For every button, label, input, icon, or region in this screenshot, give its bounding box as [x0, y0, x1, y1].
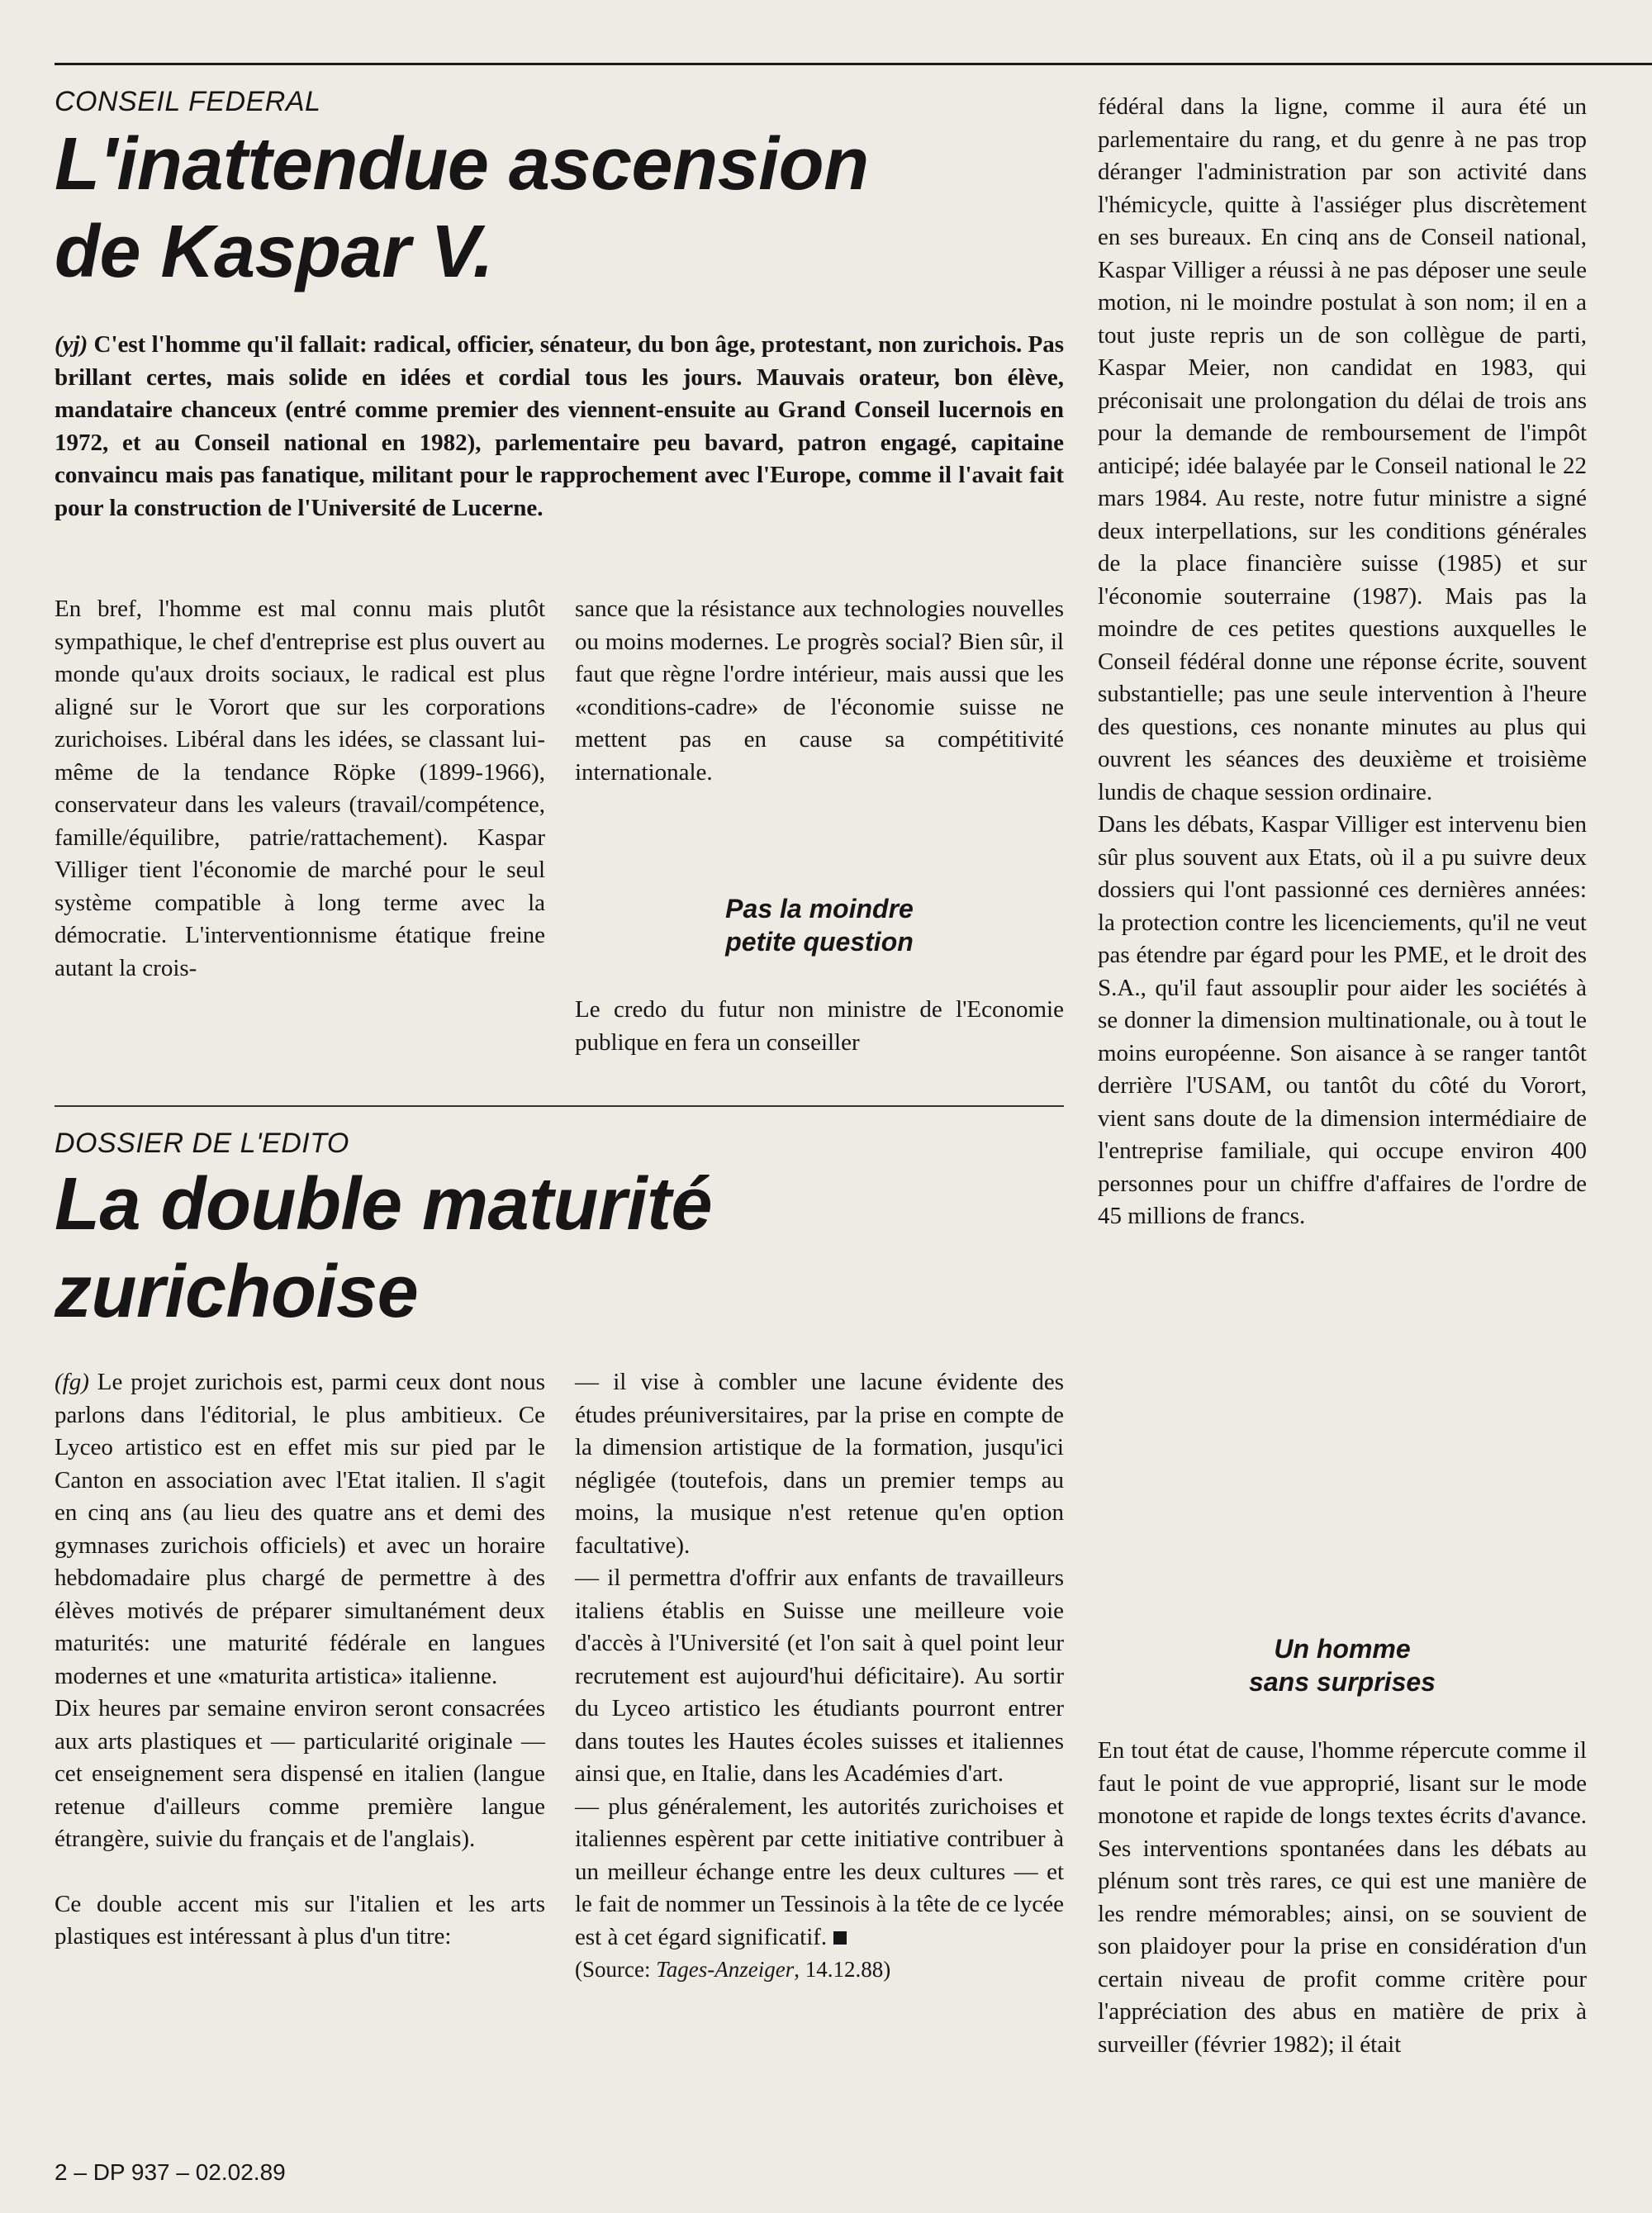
article1-col2b-text: Le credo du futur non ministre de l'Economie publique en fera un conseiller — [575, 996, 1064, 1056]
article1-lede — [55, 329, 1064, 525]
article1-subhead-1 — [575, 892, 1064, 958]
article1-subhead1-line1: Pas la moindre — [725, 894, 914, 924]
article1-column-3b — [1098, 1735, 1587, 2061]
article2-author: (fg) — [55, 1369, 89, 1395]
article1-title-line1: L'inattendue ascension — [55, 123, 869, 206]
article2-col2-para3 — [575, 1791, 1064, 1954]
article1-column-1 — [55, 593, 545, 985]
article1-title — [55, 121, 869, 296]
source-name: Tages-Anzeiger — [656, 1957, 795, 1982]
article1-col1-text: En bref, l'homme est mal connu mais plutôt sympathique, le chef d'entreprise est plus ouvert au monde qu'aux droits sociaux, le radical est plus aligné sur le Vorort que sur les corporations zurichoises. Libéral dans les idées, se classant lui-même de la tendance Röpke (1899-1966), conservateur dans les valeurs (travail/compétence, famille/équilibre, patrie/rattachement). Kaspar Villiger tient l'économie de marché pour le seul système compatible à long terme avec la démocratie. L'interventionnisme étatique freine autant la crois- — [55, 596, 545, 981]
article1-title-line2: de Kaspar V. — [55, 211, 493, 293]
source-prefix: (Source: — [575, 1957, 657, 1982]
article2-col2-para2: — il permettra d'offrir aux enfants de travailleurs italiens établis en Suisse une meilleure voie d'accès à l'Université (et l'on sait à quel point leur recrutement est aujourd'hui déficitaire). Au sortir du Lyceo artistico les étudiants pourront entrer dans toutes les Hautes écoles suisses et italiennes ainsi que, en Italie, dans les Académies d'art. — [575, 1565, 1064, 1787]
article1-subhead2-line2: sans surprises — [1249, 1667, 1436, 1697]
article1-lede-text: C'est l'homme qu'il fallait: radical, officier, sénateur, du bon âge, protestant, non zurichois. Pas brillant certes, mais solide en idées et cordial tous les jours. Mauvais orateur, bon élève, mandataire chanceux (entré comme premier des viennent-ensuite au Grand Conseil lucernois en 1972, et au Conseil national en 1982), parlementaire peu bavard, patron engagé, capitaine convaincu mais pas fanatique, militant pour le rapprochement avec l'Europe, comme il l'avait fait pour la construction de l'Université de Lucerne. — [55, 331, 1064, 521]
article1-col2-text: sance que la résistance aux technologies nouvelles ou moins modernes. Le progrès social? Bien sûr, il faut que règne l'ordre intérieur, mais aussi que les «conditions-cadre» de l'économie suisse ne mettent pas en cause sa compétitivité internationale. — [575, 596, 1064, 786]
article1-subhead2-line1: Un homme — [1274, 1634, 1411, 1664]
article2-title-line1: La double maturité — [55, 1163, 713, 1246]
article1-column-2 — [575, 593, 1064, 789]
article2-column-2 — [575, 1366, 1064, 1987]
article2-col1-para2: Dix heures par semaine environ seront consacrées aux arts plastiques et — particularité originale — cet enseignement sera dispensé en italien (langue retenue d'ailleurs comme première langue étrangère, suivie du français et de l'anglais). — [55, 1695, 545, 1852]
article1-lede-author: (yj) — [55, 331, 88, 358]
article1-subhead1-line2: petite question — [725, 927, 914, 957]
article2-col1-para1 — [55, 1366, 545, 1693]
top-rule — [55, 63, 1652, 65]
page-folio: 2 – DP 937 – 02.02.89 — [55, 2159, 286, 2185]
article1-kicker: CONSEIL FEDERAL — [55, 86, 321, 117]
article2-col2-para1: — il vise à combler une lacune évidente des études préuniversitaires, par la prise en compte de la dimension artistique de la formation, jusqu'ici négligée (toutefois, dans un premier temps au moins, la musique n'est retenue qu'en option facultative). — [575, 1369, 1064, 1559]
end-of-article-square-icon — [833, 1931, 847, 1945]
article2-col2-para3-text: — plus généralement, les autorités zurichoises et italiennes espèrent par cette initiative contribuer à un meilleur échange entre les deux cultures — et le fait de nommer un Tessinois à la tête de ce lycée est à cet égard significatif. — [575, 1793, 1064, 1950]
article2-col1-para1-text: Le projet zurichois est, parmi ceux dont nous parlons dans l'éditorial, le plus ambitieux. Ce Lyceo artistico est en effet mis sur pied par le Canton en association avec l'Etat italien. Il s'agit en cinq ans (au lieu des quatre ans et demi des gymnases zurichois officiels) et avec un horaire hebdomadaire plus chargé de permettre à des élèves motivés de préparer simultanément deux maturités: une maturité fédérale en langues modernes et une «maturita artistica» italienne. — [55, 1369, 545, 1689]
article1-column-3 — [1098, 91, 1587, 1233]
article1-col3-para2: Dans les débats, Kaspar Villiger est intervenu bien sûr plus souvent aux Etats, où il a pu suivre deux dossiers qui l'ont passionné ces dernières années: la protection contre les licenciements, qu'il ne veut pas étendre par égard pour les PME, et le droit des S.A., qu'il faut assouplir pour aider les sociétés à se donner la dimension multinationale, ou à tout le moins européenne. Son aisance à se ranger tantôt derrière l'USAM, ou tantôt du côté du Vorort, vient sans doute de la dimension intermédiaire de l'entreprise familiale, qui occupe environ 400 personnes pour un chiffre d'affaires de l'ordre de 45 millions de francs. — [1098, 811, 1587, 1229]
article1-col3-para1: fédéral dans la ligne, comme il aura été un parlementaire du rang, et du genre à ne pas trop déranger l'administration par son activité dans l'hémicycle, quitte à l'assiéger plus discrètement en ses bureaux. En cinq ans de Conseil national, Kaspar Villiger a réussi à ne pas déposer une seule motion, ni le moindre postulat à son nom; il en a tout juste repris un de son collègue de parti, Kaspar Meier, non candidat en 1983, qui préconisait une prolongation du délai de trois ans pour la demande de remboursement de l'impôt anticipé; idée balayée par le Conseil national le 22 mars 1984. Au reste, notre futur ministre a signé deux interpellations, sur les conditions générales de la place financière suisse (1985) et sur l'économie souterraine (1987). Mais pas la moindre de ces petites questions auxquelles le Conseil fédéral donne une réponse écrite, souvent substantielle; pas une seule intervention à l'heure des questions, ces nonante minutes au plus qui ouvrent les séances des deuxième et troisième lundis de chaque session ordinaire. — [1098, 93, 1587, 805]
article2-kicker: DOSSIER DE L'EDITO — [55, 1128, 349, 1159]
article1-column-2b — [575, 994, 1064, 1059]
article1-subhead-2 — [1098, 1632, 1587, 1698]
article2-title-line2: zurichoise — [55, 1251, 419, 1333]
article1-col3-para3: En tout état de cause, l'homme répercute comme il faut le point de vue approprié, lisant sur le mode monotone et rapide de longs textes écrits d'avance. Ses interventions spontanées dans les débats au plénum sont très rares, ce qui est une manière de les rendre mémorables; ainsi, on se souvient de son plaidoyer pour la prise en considération d'un certain niveau de profit comme critère pour l'appréciation des abus en matière de prix à surveiller (février 1982); il était — [1098, 1737, 1587, 2058]
source-suffix: , 14.12.88) — [794, 1957, 891, 1982]
article2-col1-para3: Ce double accent mis sur l'italien et les arts plastiques est intéressant à plus d'un titre: — [55, 1890, 545, 1949]
article2-title — [55, 1161, 712, 1336]
article2-source — [575, 1954, 1064, 1987]
section-divider — [55, 1105, 1064, 1107]
article2-column-1 — [55, 1366, 545, 1954]
